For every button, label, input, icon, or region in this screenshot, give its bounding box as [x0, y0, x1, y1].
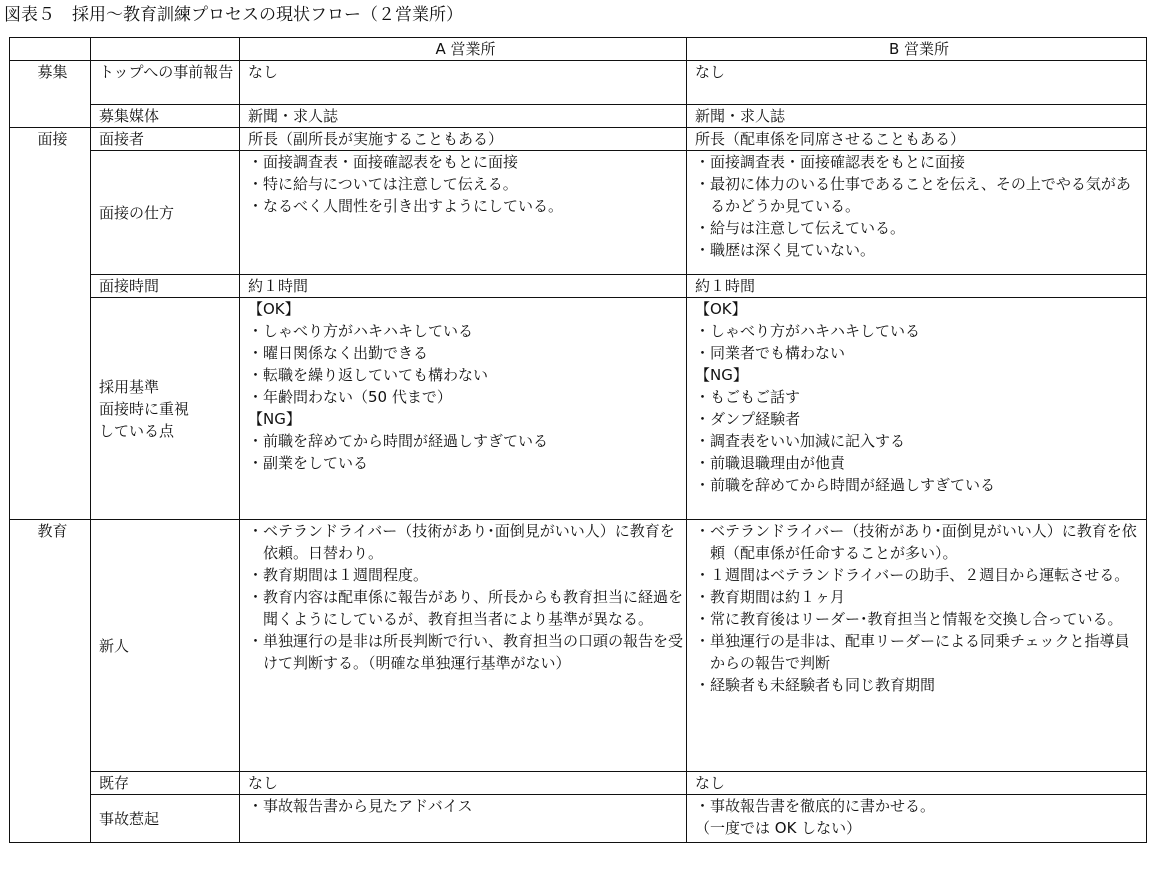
criteria-b-item: ・前職を辞めてから時間が経過しすぎている: [695, 476, 996, 494]
newcomer-b-item: ・経験者も未経験者も同じ教育期間: [695, 676, 936, 694]
criteria-a-item: ・曜日関係なく出勤できる: [248, 344, 429, 362]
row-existing: [10, 772, 1147, 795]
accident-a-item: ・事故報告書から見たアドバイス: [248, 797, 473, 815]
cell-method-a: [240, 151, 687, 275]
row-criteria: [10, 298, 1147, 520]
method-b-item: ・面接調査表・面接確認表をもとに面接: [695, 153, 966, 171]
criteria-label-line: 面接時に重視: [99, 399, 190, 418]
criteria-label-line: している点: [99, 421, 175, 440]
cell-accident-b: [687, 795, 1147, 843]
header-office-b: B 営業所: [687, 38, 1147, 61]
category-mensetsu: 面接: [10, 128, 91, 520]
criteria-b-item: ・しゃべり方がハキハキしている: [695, 322, 921, 340]
newcomer-a-item: ・教育内容は配車係に報告があり、所長からも教育担当に経過を聞くようにしているが、教育担当者により基準が異なる。: [248, 588, 684, 628]
header-corner-1: [10, 38, 91, 61]
cell-criteria-b: [687, 298, 1147, 520]
newcomer-b-item: ・１週間はベテランドライバーの助手、２週目から運転させる。: [695, 566, 1130, 584]
method-b-item: ・給与は注意して伝えている。: [695, 219, 906, 237]
criteria-a-item: 【NG】: [248, 410, 301, 428]
newcomer-b-item: ・単独運行の是非は、配車リーダーによる同乗チェックと指導員からの報告で判断: [695, 632, 1130, 672]
category-boshu: 募集: [10, 61, 91, 128]
criteria-b-item: ・ダンプ経験者: [695, 410, 801, 428]
criteria-b-item: ・前職退職理由が他責: [695, 454, 846, 472]
criteria-b-item: 【OK】: [695, 300, 747, 318]
newcomer-b-item: ・ベテランドライバー（技術があり･面倒見がいい人）に教育を依頼（配車係が任命することが多い）。: [695, 522, 1137, 562]
cell-newcomer-a: [240, 520, 687, 772]
label-top-report: トップへの事前報告: [91, 61, 240, 105]
row-interviewer: [10, 128, 1147, 151]
header-office-a: A 営業所: [240, 38, 687, 61]
cell-existing-a: なし: [240, 772, 687, 795]
row-newcomer: [10, 520, 1147, 772]
newcomer-a-item: ・ベテランドライバー（技術があり･面倒見がいい人）に教育を依頼。日替わり。: [248, 522, 675, 562]
row-top-report: [10, 61, 1147, 105]
criteria-b-item: ・もごもご話す: [695, 388, 801, 406]
criteria-label-line: 採用基準: [99, 377, 160, 396]
row-method: [10, 151, 1147, 275]
criteria-a-item: ・前職を辞めてから時間が経過しすぎている: [248, 432, 549, 450]
label-accident: 事故惹起: [91, 795, 240, 843]
label-existing: 既存: [91, 772, 240, 795]
cell-media-a: 新聞・求人誌: [240, 105, 687, 128]
row-duration: [10, 275, 1147, 298]
newcomer-b-item: ・教育期間は約１ヶ月: [695, 588, 846, 606]
criteria-a-item: ・副業をしている: [248, 454, 369, 472]
figure-title: 図表５ 採用～教育訓練プロセスの現状フロー（２営業所）: [4, 5, 463, 25]
criteria-a-item: ・転職を繰り返していても構わない: [248, 366, 489, 384]
header-row: [10, 38, 1147, 61]
criteria-a-item: ・年齢問わない（50 代まで）: [248, 388, 452, 406]
accident-b-item: ・事故報告書を徹底的に書かせる。: [695, 797, 936, 815]
cell-existing-b: なし: [687, 772, 1147, 795]
cell-top-report-a: なし: [240, 61, 687, 105]
criteria-b-item: ・同業者でも構わない: [695, 344, 846, 362]
cell-interviewer-b: 所長（配車係を同席させることもある）: [687, 128, 1147, 151]
cell-accident-a: [240, 795, 687, 843]
label-duration: 面接時間: [91, 275, 240, 298]
header-corner-2: [91, 38, 240, 61]
method-b-item: ・最初に体力のいる仕事であることを伝え、その上でやる気があるかどうか見ている。: [695, 175, 1131, 215]
criteria-a-item: 【OK】: [248, 300, 300, 318]
label-method: 面接の仕方: [91, 151, 240, 275]
label-newcomer: 新人: [91, 520, 240, 772]
cell-top-report-b: なし: [687, 61, 1147, 105]
method-b-item: ・職歴は深く見ていない。: [695, 241, 876, 259]
process-flow-table: [9, 37, 1147, 843]
method-a-item: ・特に給与については注意して伝える。: [248, 175, 518, 193]
label-criteria: [91, 298, 240, 520]
label-interviewer: 面接者: [91, 128, 240, 151]
row-accident: [10, 795, 1147, 843]
cell-method-b: [687, 151, 1147, 275]
label-media: 募集媒体: [91, 105, 240, 128]
accident-b-item: （一度では OK しない）: [695, 819, 862, 837]
newcomer-b-item: ・常に教育後はリーダー･教育担当と情報を交換し合っている。: [695, 610, 1123, 628]
criteria-b-item: ・調査表をいい加減に記入する: [695, 432, 906, 450]
method-a-item: ・なるべく人間性を引き出すようにしている。: [248, 197, 564, 215]
category-kyoiku: 教育: [10, 520, 91, 843]
cell-media-b: 新聞・求人誌: [687, 105, 1147, 128]
newcomer-a-item: ・単独運行の是非は所長判断で行い、教育担当の口頭の報告を受けて判断する。（明確な単独運行基準がない）: [248, 632, 684, 672]
criteria-a-item: ・しゃべり方がハキハキしている: [248, 322, 474, 340]
cell-interviewer-a: 所長（副所長が実施することもある）: [240, 128, 687, 151]
method-a-item: ・面接調査表・面接確認表をもとに面接: [248, 153, 519, 171]
cell-duration-a: 約１時間: [240, 275, 687, 298]
cell-duration-b: 約１時間: [687, 275, 1147, 298]
criteria-b-item: 【NG】: [695, 366, 748, 384]
cell-criteria-a: [240, 298, 687, 520]
cell-newcomer-b: [687, 520, 1147, 772]
newcomer-a-item: ・教育期間は１週間程度。: [248, 566, 429, 584]
row-media: [10, 105, 1147, 128]
